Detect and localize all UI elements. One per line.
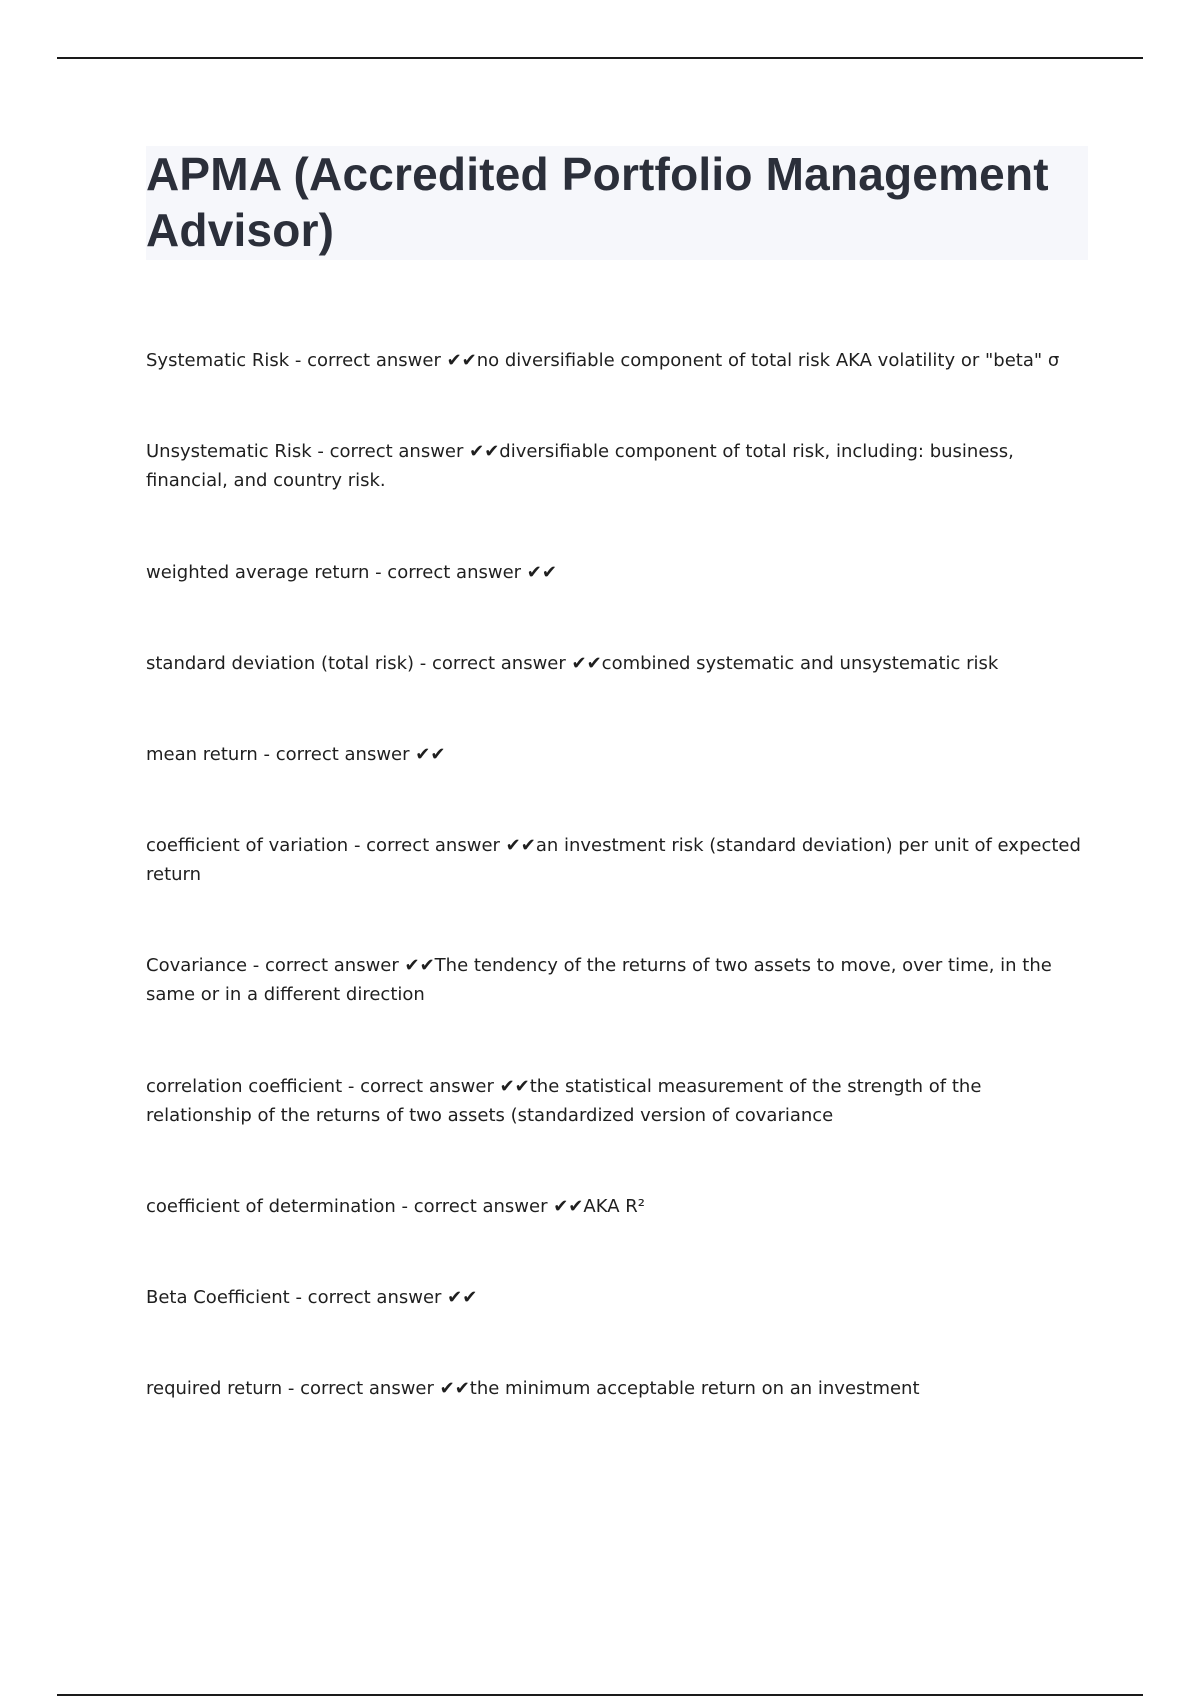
entry-term: required return: [146, 1378, 283, 1399]
entry-separator: - correct answer: [247, 955, 405, 976]
entry-unsystematic-risk: [146, 437, 1086, 495]
entry-term: correlation coefficient: [146, 1076, 343, 1097]
check-icon: ✔✔: [526, 562, 557, 583]
entry-coefficient-of-determination: [146, 1192, 1086, 1221]
entry-beta-coefficient: [146, 1283, 1086, 1312]
entry-separator: - correct answer: [282, 1378, 440, 1399]
entry-systematic-risk: [146, 346, 1086, 375]
check-icon: ✔✔: [571, 653, 602, 674]
entry-definition: no diversifiable component of total risk AKA volatility or "beta" σ: [476, 350, 1060, 371]
entry-definition: the statistical measurement of the strength of the relationship of the returns of two assets (standardized version of covariance: [146, 1076, 982, 1126]
entry-definition: combined systematic and unsystematic risk: [601, 653, 999, 674]
entry-weighted-average-return: [146, 558, 1086, 587]
entry-separator: - correct answer: [289, 1287, 448, 1308]
title-block: [146, 146, 1088, 260]
entry-term: Beta Coefficient: [146, 1287, 290, 1308]
check-icon: ✔✔: [505, 835, 536, 856]
entry-required-return: [146, 1374, 1086, 1403]
check-icon: ✔✔: [499, 1076, 530, 1097]
check-icon: ✔✔: [404, 955, 435, 976]
entry-separator: - correct answer: [289, 350, 447, 371]
check-icon: ✔✔: [447, 1287, 478, 1308]
bottom-rule: [57, 1694, 1143, 1696]
entry-term: mean return: [146, 744, 258, 765]
entry-separator: - correct answer: [348, 835, 506, 856]
entry-covariance: [146, 951, 1086, 1009]
entry-definition: diversifiable component of total risk, including: business, financial, and country risk.: [146, 441, 1014, 491]
check-icon: ✔✔: [553, 1196, 584, 1217]
entry-definition: the minimum acceptable return on an investment: [469, 1378, 920, 1399]
entry-term: Covariance: [146, 955, 248, 976]
entry-term: Systematic Risk: [146, 350, 290, 371]
top-rule: [57, 57, 1143, 59]
entry-separator: - correct answer: [342, 1076, 500, 1097]
entry-definition: an investment risk (standard deviation) per unit of expected return: [146, 835, 1081, 885]
entry-coefficient-of-variation: [146, 831, 1086, 889]
entry-separator: - correct answer: [414, 653, 572, 674]
check-icon: ✔✔: [446, 350, 477, 371]
entry-mean-return: [146, 740, 1086, 769]
entry-term: standard deviation (total risk): [146, 653, 415, 674]
entry-correlation-coefficient: [146, 1072, 1086, 1130]
check-icon: ✔✔: [469, 441, 500, 462]
entry-standard-deviation: [146, 649, 1086, 678]
check-icon: ✔✔: [415, 744, 446, 765]
entry-term: coefficient of variation: [146, 835, 349, 856]
entry-separator: - correct answer: [311, 441, 470, 462]
entry-definition: The tendency of the returns of two assets to move, over time, in the same or in a different direction: [146, 955, 1052, 1005]
entry-term: Unsystematic Risk: [146, 441, 312, 462]
entry-term: weighted average return: [146, 562, 370, 583]
entry-separator: - correct answer: [369, 562, 527, 583]
page-title: APMA (Accredited Portfolio Management Advisor): [146, 148, 1049, 256]
entry-separator: - correct answer: [257, 744, 416, 765]
entry-separator: - correct answer: [395, 1196, 554, 1217]
entry-definition: AKA R²: [583, 1196, 645, 1217]
entry-term: coefficient of determination: [146, 1196, 396, 1217]
check-icon: ✔✔: [439, 1378, 470, 1399]
